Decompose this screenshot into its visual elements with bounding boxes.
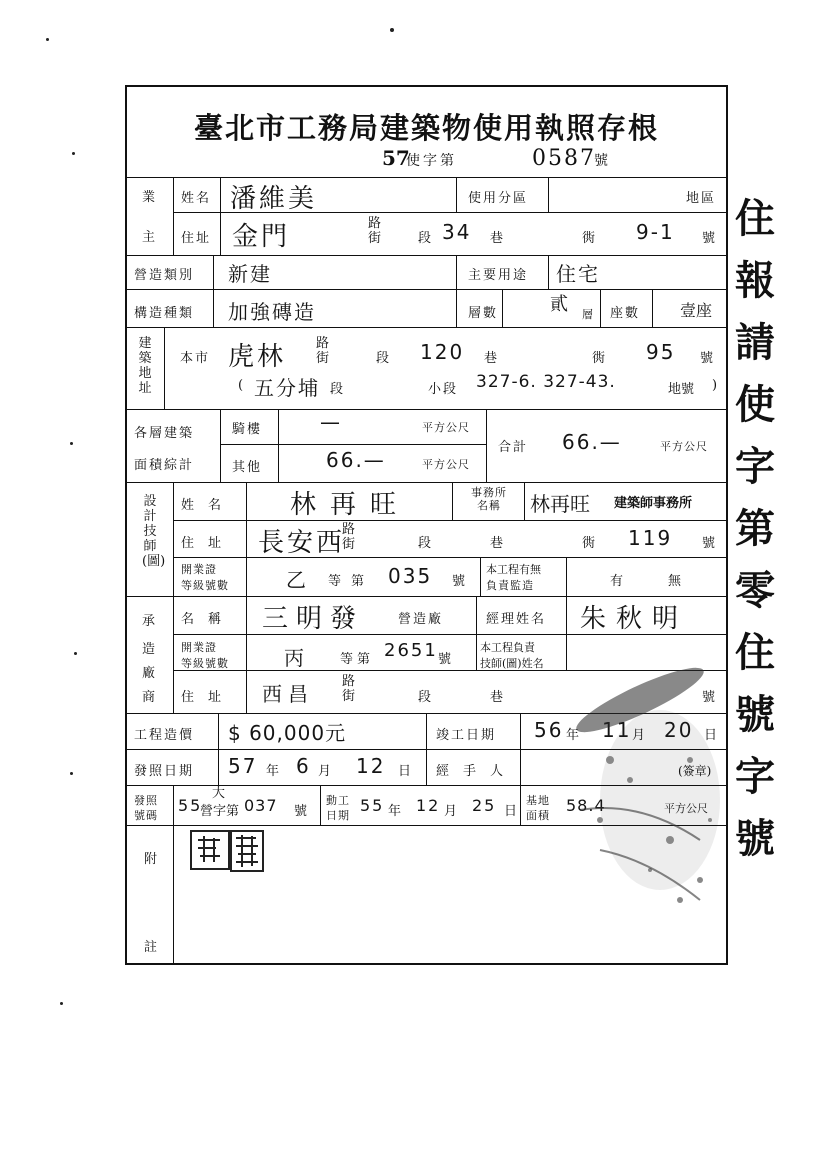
supervise-value: 有 <box>610 574 626 589</box>
owner-addr-label: 住址 <box>181 231 212 246</box>
margin-char: 報 <box>735 257 775 304</box>
site-label: 建築地址 <box>138 336 152 396</box>
contractor-license-grade: 丙 <box>284 646 306 670</box>
permit-year: 57 <box>382 146 410 170</box>
site-section-label: 段 <box>376 351 392 366</box>
base-label-bottom: 面積 <box>526 809 550 822</box>
permit-label-top: 發照 <box>134 794 158 807</box>
margin-char: 住 <box>735 195 775 242</box>
site-street-label: 衖 <box>592 351 608 366</box>
total-value: 66.— <box>562 430 622 454</box>
site-road-label: 路街 <box>316 336 331 366</box>
margin-char: 號 <box>735 691 775 738</box>
margin-char: 零 <box>735 567 775 614</box>
arcade-value: — <box>320 410 342 434</box>
owner-street-label: 衖 <box>582 231 598 246</box>
designer-lane-label: 巷 <box>490 536 506 551</box>
notes-label-top: 附 <box>144 852 160 867</box>
start-year-label: 年 <box>388 804 404 819</box>
issue-day: 12 <box>356 754 386 778</box>
contractor-group-4: 商 <box>142 690 158 705</box>
margin-char: 字 <box>735 443 775 490</box>
seal-stamp-right <box>230 830 264 872</box>
seal-pattern-icon <box>232 832 262 870</box>
designer-road-value: 長安西 <box>258 528 346 558</box>
base-unit: 平方公尺 <box>664 802 708 815</box>
handler-label: 經手人 <box>436 764 518 779</box>
start-day: 25 <box>472 796 497 815</box>
designer-street-label: 衖 <box>582 536 598 551</box>
site-number-label: 號 <box>700 351 716 366</box>
start-day-label: 日 <box>504 804 520 819</box>
permit-suffix: 號 <box>594 153 608 169</box>
completion-day-label: 日 <box>704 728 720 743</box>
start-month-label: 月 <box>444 804 460 819</box>
margin-char: 請 <box>735 319 775 366</box>
site-lane-value: 120 <box>420 340 465 364</box>
designer-license-number: 035 <box>388 564 433 588</box>
other-unit: 平方公尺 <box>422 458 470 471</box>
contractor-group-2: 造 <box>142 642 158 657</box>
start-label-top: 動工 <box>326 794 350 807</box>
designer-number-label: 號 <box>702 536 718 551</box>
supervise-none: 無 <box>668 574 684 589</box>
margin-char: 第 <box>735 505 775 552</box>
cost-label: 工程造價 <box>134 728 195 743</box>
arcade-unit: 平方公尺 <box>422 421 470 434</box>
designer-license-label-bottom: 等級號數 <box>181 579 229 592</box>
contractor-road-label: 路街 <box>342 674 357 704</box>
designer-office-suffix: 建築師事務所 <box>614 496 693 511</box>
permit-number: 0587 <box>532 146 596 171</box>
manager-label: 經理姓名 <box>486 612 547 627</box>
owner-lane-value: 34 <box>442 220 472 244</box>
owner-number-value: 9-1 <box>636 220 675 244</box>
arcade-label: 騎樓 <box>232 422 263 437</box>
contractor-license-label-bottom: 等級號數 <box>181 657 229 670</box>
owner-road-label: 路街 <box>368 216 383 246</box>
designer-group: 設計技師(圖) <box>142 494 166 569</box>
margin-char: 字 <box>735 753 775 800</box>
zone-label: 使用分區 <box>468 191 529 206</box>
cost-value: $ 60,000元 <box>228 721 347 745</box>
contractor-section-label: 段 <box>418 690 434 705</box>
permit-prefix-note: 大 <box>212 786 228 801</box>
handler-seal-label: (簽章) <box>678 764 712 778</box>
designer-name-label: 姓名 <box>181 498 236 513</box>
manager-value: 朱秋明 <box>580 604 689 634</box>
buildings-label: 座數 <box>610 306 641 321</box>
construction-type-value: 新建 <box>228 262 272 286</box>
completion-day: 20 <box>664 718 694 742</box>
area-label-top: 各層建築 <box>134 426 195 441</box>
supervise-label-bottom: 負責監造 <box>486 579 534 592</box>
start-year: 55 <box>360 796 385 815</box>
permit-number-suffix: 號 <box>294 804 310 819</box>
issue-day-label: 日 <box>398 764 414 779</box>
contractor-lane-label: 巷 <box>490 690 506 705</box>
tech-label-bottom: 技師(圖)姓名 <box>480 657 544 670</box>
stamp-smudge <box>540 640 740 940</box>
permit-mid: 營字第 <box>200 804 240 819</box>
issue-month-label: 月 <box>318 764 334 779</box>
floors-unit: 層 <box>582 308 594 321</box>
issue-month: 6 <box>296 754 311 778</box>
contractor-license-mid: 等第 <box>340 652 375 667</box>
owner-name-value: 潘維美 <box>230 184 318 214</box>
buildings-value: 壹座 <box>680 301 713 320</box>
seal-pattern-icon <box>192 832 228 868</box>
area-label-bottom: 面積綜計 <box>134 458 195 473</box>
contractor-group-1: 承 <box>142 614 158 629</box>
structure-label: 構造種類 <box>134 306 195 321</box>
contractor-addr-label: 住址 <box>181 690 236 705</box>
start-month: 12 <box>416 796 441 815</box>
permit-number-value: 037 <box>244 796 278 815</box>
contractor-name-suffix: 營造廠 <box>398 612 444 627</box>
margin-char: 住 <box>735 629 775 676</box>
permit-label: 使字第 <box>406 153 457 169</box>
owner-group-bottom: 主 <box>142 230 158 245</box>
tech-label-top: 本工程負責 <box>480 641 535 654</box>
site-road-value: 虎林 <box>228 342 287 372</box>
owner-number-label: 號 <box>702 231 718 246</box>
owner-road-value: 金門 <box>232 222 291 252</box>
page-title: 臺北市工務局建築物使用執照存根 <box>193 111 659 145</box>
notes-label-bottom: 註 <box>144 940 160 955</box>
owner-name-label: 姓名 <box>181 191 212 206</box>
contractor-license-number: 2651 <box>384 640 438 661</box>
designer-name-value: 林再旺 <box>290 490 411 520</box>
site-lot-value: 327-6. 327-43. <box>476 372 616 392</box>
zone-suffix: 地區 <box>686 191 717 206</box>
owner-lane-label: 巷 <box>490 231 506 246</box>
seal-stamp-left <box>190 830 230 870</box>
completion-year: 56 <box>534 718 564 742</box>
designer-office-label-top: 事務所 <box>471 486 507 499</box>
start-label-bottom: 日期 <box>326 809 350 822</box>
designer-office-label-bottom: 名稱 <box>477 499 501 512</box>
site-district-value: 五分埔 <box>254 376 320 400</box>
completion-month: 11 <box>602 718 632 742</box>
total-unit: 平方公尺 <box>660 440 708 453</box>
designer-license-suffix: 號 <box>452 574 468 589</box>
site-city-label: 本市 <box>180 351 211 366</box>
owner-group-top: 業 <box>142 190 158 205</box>
site-lane-label: 巷 <box>484 351 500 366</box>
designer-license-mid: 等第 <box>328 574 375 589</box>
supervise-label-top: 本工程有無 <box>486 563 541 576</box>
margin-char: 號 <box>735 815 775 862</box>
owner-section-label: 段 <box>418 231 434 246</box>
contractor-name-label: 名稱 <box>181 612 236 627</box>
total-label: 合計 <box>498 440 529 455</box>
designer-license-label-top: 開業證 <box>181 563 217 576</box>
floors-label: 層數 <box>468 306 499 321</box>
permit-prefix: 55 <box>178 796 203 815</box>
permit-label-bottom: 號碼 <box>134 809 158 822</box>
site-number-value: 95 <box>646 340 676 364</box>
site-close-paren: ) <box>712 378 720 393</box>
other-value: 66.— <box>326 448 386 472</box>
designer-office-value: 林再旺 <box>530 492 590 516</box>
structure-value: 加強磚造 <box>228 300 316 324</box>
contractor-license-suffix: 號 <box>438 652 454 667</box>
margin-char: 使 <box>735 381 775 428</box>
designer-number-value: 119 <box>628 526 673 550</box>
contractor-group-3: 廠 <box>142 666 158 681</box>
site-subsection-label: 小段 <box>428 382 459 397</box>
floors-value: 貳 <box>550 294 570 315</box>
margin-text <box>735 188 795 870</box>
main-use-label: 主要用途 <box>468 268 529 283</box>
contractor-name-value: 三明發 <box>262 604 365 634</box>
base-label-top: 基地 <box>526 794 550 807</box>
base-value: 58.4 <box>566 796 606 815</box>
contractor-road-value: 西昌 <box>262 682 314 706</box>
designer-section-label: 段 <box>418 536 434 551</box>
completion-year-label: 年 <box>566 728 582 743</box>
designer-road-label: 路街 <box>342 522 357 552</box>
site-district-label: 段 <box>330 382 346 397</box>
issue-label: 發照日期 <box>134 764 195 779</box>
site-lot-label: 地號 <box>668 382 695 397</box>
other-label: 其他 <box>232 460 263 475</box>
completion-label: 竣工日期 <box>436 728 497 743</box>
designer-addr-label: 住址 <box>181 536 236 551</box>
construction-type-label: 營造類別 <box>134 268 195 283</box>
main-use-value: 住宅 <box>556 262 600 286</box>
issue-year: 57 <box>228 754 258 778</box>
contractor-license-label-top: 開業證 <box>181 641 217 654</box>
designer-office-label <box>454 486 524 512</box>
contractor-number-label: 號 <box>702 690 718 705</box>
site-open-paren: ( <box>238 378 246 393</box>
issue-year-label: 年 <box>266 764 282 779</box>
completion-month-label: 月 <box>632 728 648 743</box>
designer-license-grade: 乙 <box>286 568 308 592</box>
